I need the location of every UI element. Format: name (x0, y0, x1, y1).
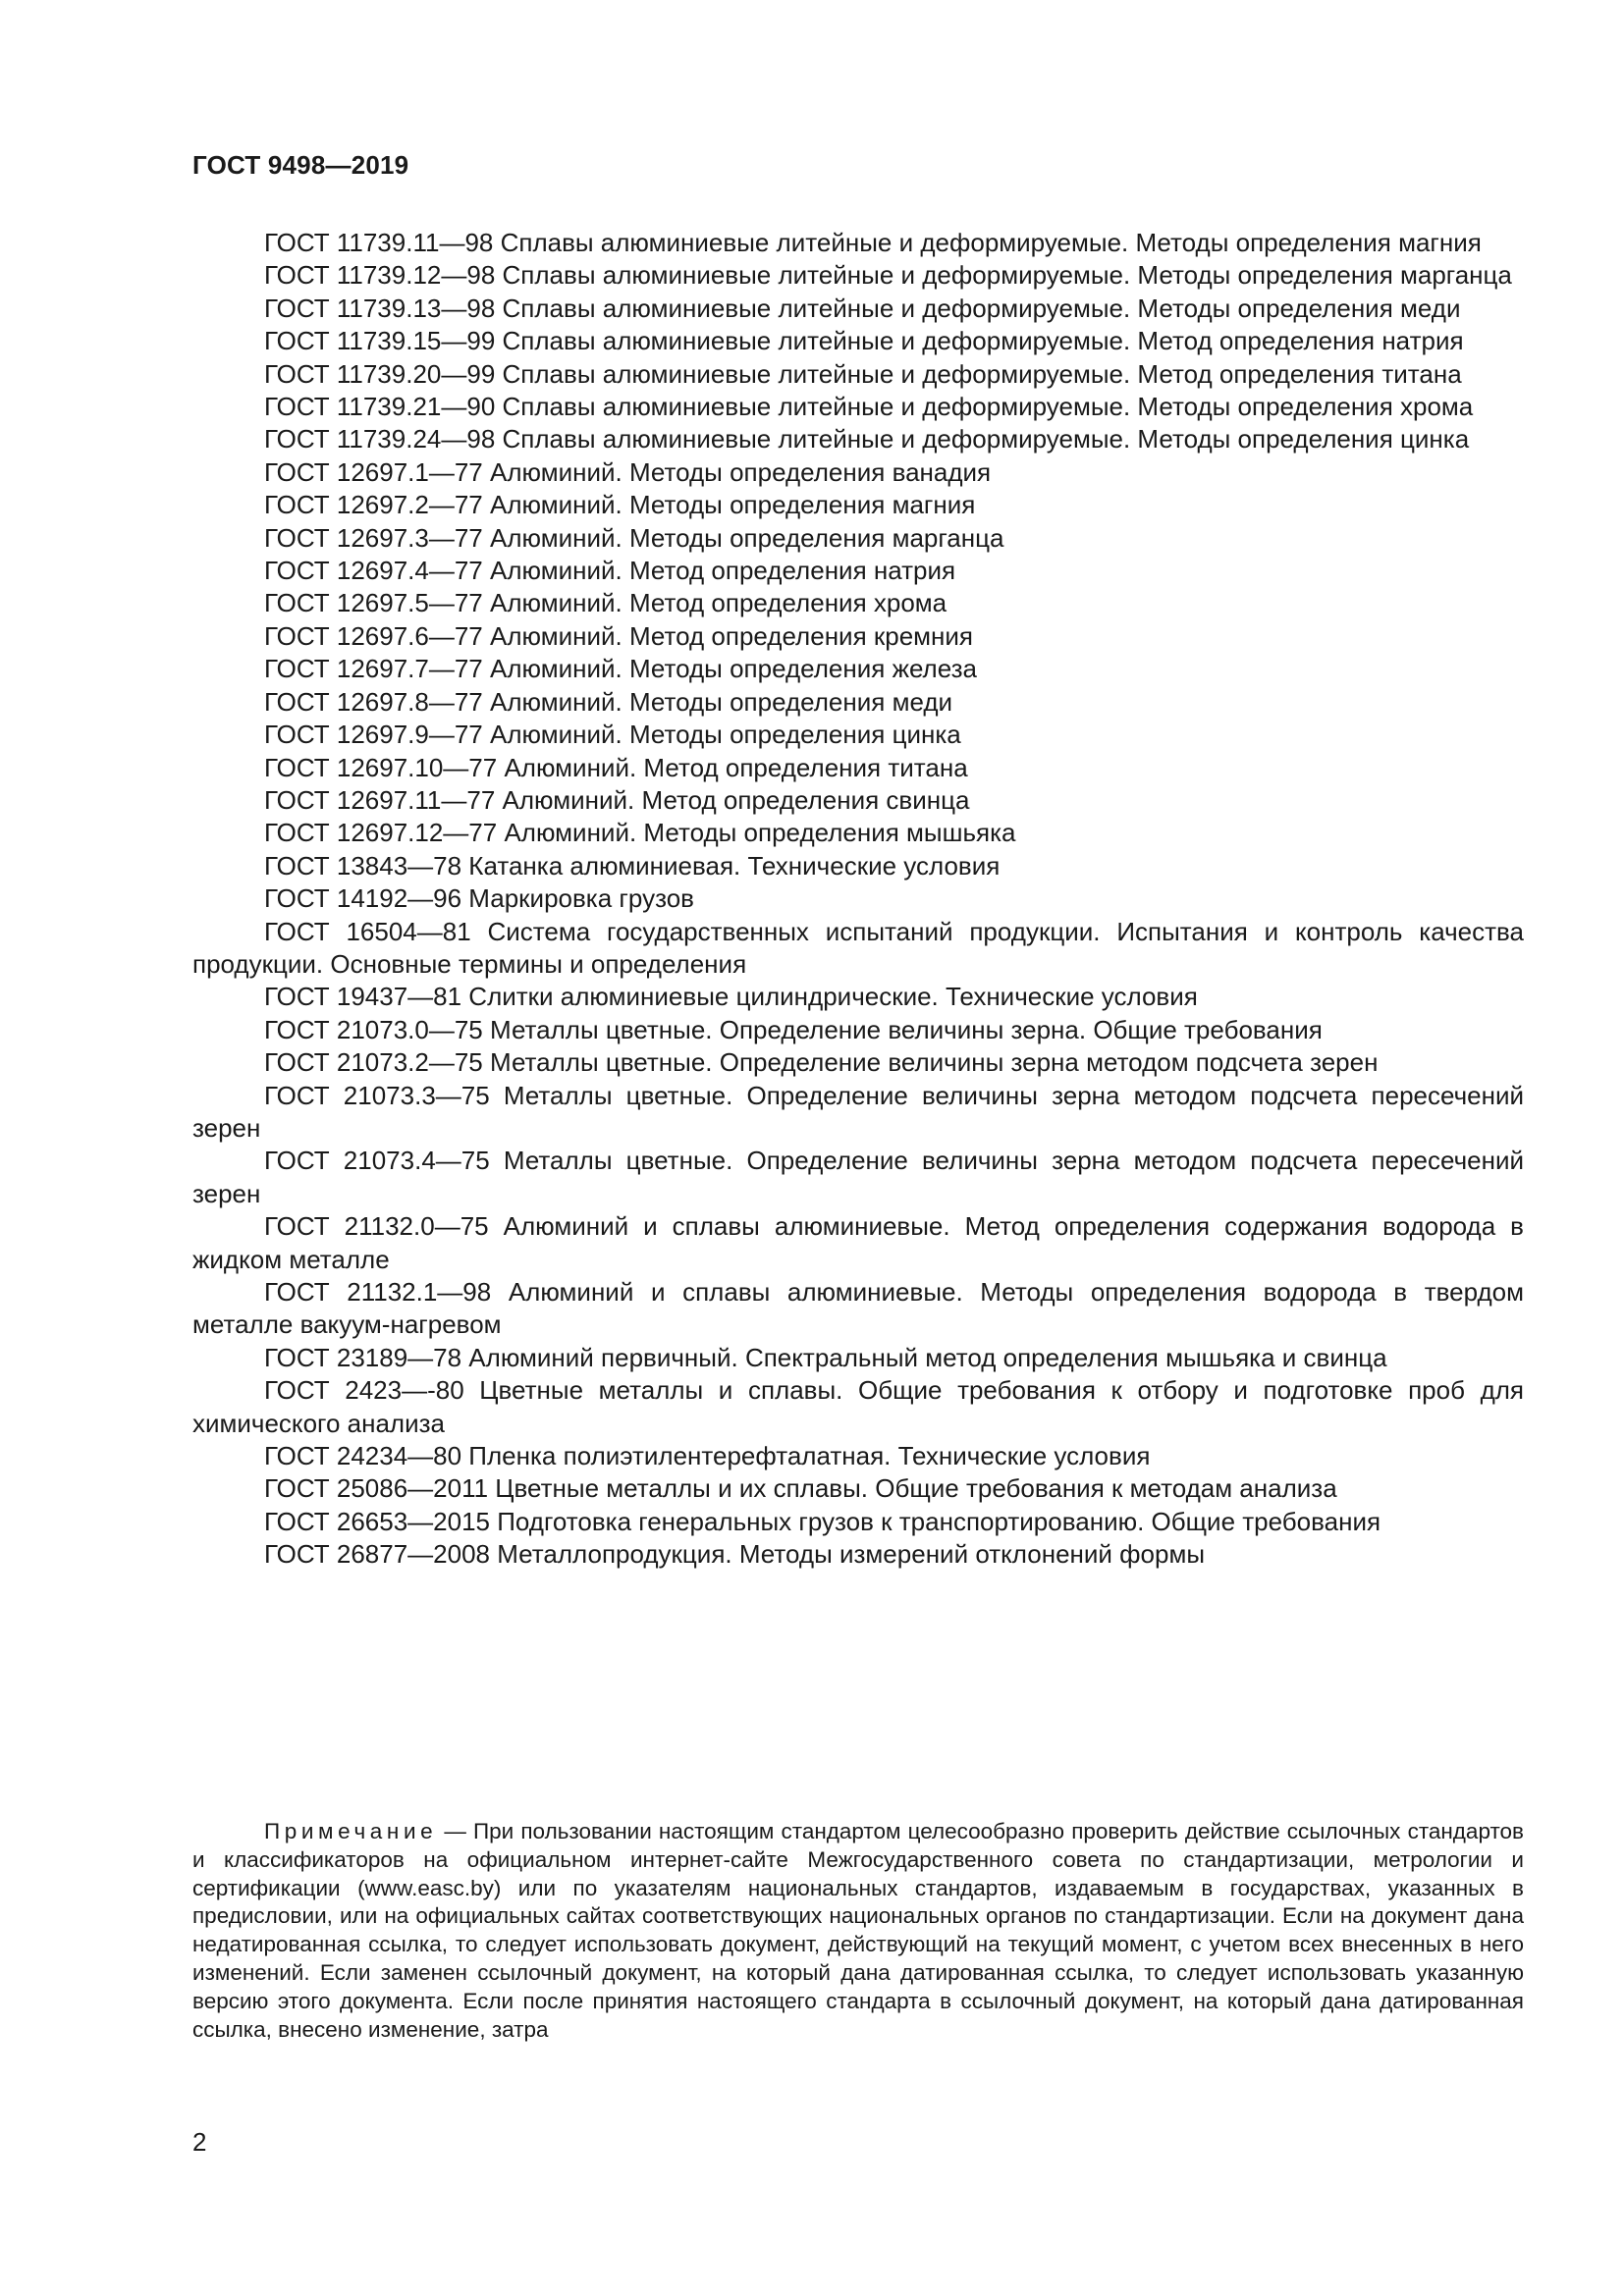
reference-item: ГОСТ 11739.20—99 Сплавы алюминиевые литейные и деформируемые. Метод определения титана (264, 358, 1462, 389)
reference-item: ГОСТ 21073.0—75 Металлы цветные. Определение величины зерна. Общие требования (264, 1014, 1323, 1044)
reference-item: ГОСТ 2423—-80 Цветные металлы и сплавы. Общие требования к отбору и подготовке проб для химического анализа (192, 1375, 1524, 1438)
reference-item: ГОСТ 13843—78 Катанка алюминиевая. Технические условия (264, 850, 1001, 881)
note-paragraph (192, 1818, 1524, 2044)
reference-item: ГОСТ 12697.7—77 Алюминий. Методы определения железа (264, 654, 977, 684)
reference-item: ГОСТ 26877—2008 Металлопродукция. Методы измерений отклонений формы (264, 1539, 1206, 1570)
reference-item: ГОСТ 12697.10—77 Алюминий. Метод определения титана (264, 752, 968, 782)
reference-item: ГОСТ 14192—96 Маркировка грузов (264, 883, 694, 914)
reference-item: ГОСТ 11739.24—98 Сплавы алюминиевые литейные и деформируемые. Методы определения цинка (264, 424, 1470, 454)
reference-item: ГОСТ 12697.5—77 Алюминий. Метод определения хрома (264, 588, 947, 618)
reference-item: ГОСТ 11739.12—98 Сплавы алюминиевые литейные и деформируемые. Методы определения марганца (264, 260, 1512, 291)
normative-references-list (192, 227, 1524, 1572)
reference-item: ГОСТ 25086—2011 Цветные металлы и их сплавы. Общие требования к методам анализа (264, 1473, 1337, 1504)
reference-item: ГОСТ 12697.9—77 Алюминий. Методы определения цинка (264, 720, 961, 750)
reference-item: ГОСТ 12697.8—77 Алюминий. Методы определения меди (264, 686, 953, 717)
reference-item: ГОСТ 21132.0—75 Алюминий и сплавы алюминиевые. Метод определения содержания водорода в жидком металле (192, 1211, 1524, 1274)
reference-item: ГОСТ 24234—80 Пленка полиэтилентерефталатная. Технические условия (264, 1441, 1151, 1471)
reference-item: ГОСТ 23189—78 Алюминий первичный. Спектральный метод определения мышьяка и свинца (264, 1342, 1387, 1372)
reference-item: ГОСТ 11739.21—90 Сплавы алюминиевые литейные и деформируемые. Методы определения хрома (264, 392, 1474, 422)
reference-item: ГОСТ 11739.13—98 Сплавы алюминиевые литейные и деформируемые. Методы определения меди (264, 293, 1461, 323)
reference-item: ГОСТ 21073.4—75 Металлы цветные. Определение величины зерна методом подсчета пересечений зерен (192, 1146, 1524, 1208)
reference-item: ГОСТ 26653—2015 Подготовка генеральных грузов к транспортированию. Общие требования (264, 1506, 1381, 1536)
reference-item: ГОСТ 16504—81 Система государственных испытаний продукции. Испытания и контроль качества продукции. Основные термины и определения (192, 916, 1524, 979)
note-text: — При пользовании настоящим стандартом целесообразно проверить действие ссылочных стандартов и классификаторов на официальном интернет-сайте Межгосударственного совета по стандартизации, метрологии и сертификации (www.easc.by) или по указателям национальных стандартов, издаваемым в государствах, указанных в предисловии, или на официальных сайтах соответствующих национальных органов по стандартизации. Если на документ дана недатированная ссылка, то следует использовать документ, действующий на текущий момент, с учетом всех внесенных в него изменений. Если заменен ссылочный документ, на который дана датированная ссылка, то следует использовать указанную версию этого документа. Если после принятия настоящего стандарта в ссылочный документ, на который дана датированная ссылка, внесено изменение, затра (192, 1819, 1524, 2042)
reference-item: ГОСТ 11739.15—99 Сплавы алюминиевые литейные и деформируемые. Метод определения натрия (264, 326, 1464, 356)
reference-item: ГОСТ 12697.12—77 Алюминий. Методы определения мышьяка (264, 818, 1016, 848)
reference-item: ГОСТ 12697.2—77 Алюминий. Методы определения магния (264, 490, 976, 520)
reference-item: ГОСТ 12697.6—77 Алюминий. Метод определения кремния (264, 620, 974, 651)
reference-item: ГОСТ 12697.1—77 Алюминий. Методы определения ванадия (264, 456, 992, 487)
reference-item: ГОСТ 12697.4—77 Алюминий. Метод определения натрия (264, 556, 956, 586)
reference-item: ГОСТ 19437—81 Слитки алюминиевые цилиндрические. Технические условия (264, 982, 1198, 1012)
reference-item: ГОСТ 21073.2—75 Металлы цветные. Определение величины зерна методом подсчета зерен (264, 1047, 1379, 1078)
reference-item: ГОСТ 11739.11—98 Сплавы алюминиевые литейные и деформируемые. Методы определения магния (264, 228, 1482, 257)
page-number: 2 (192, 2127, 207, 2157)
reference-item: ГОСТ 21073.3—75 Металлы цветные. Определение величины зерна методом подсчета пересечений зерен (192, 1080, 1524, 1143)
reference-item: ГОСТ 21132.1—98 Алюминий и сплавы алюминиевые. Методы определения водорода в твердом металле вакуум-нагревом (192, 1277, 1524, 1340)
note-label: Примечание (264, 1819, 438, 1843)
document-header: ГОСТ 9498—2019 (192, 150, 409, 180)
reference-item: ГОСТ 12697.3—77 Алюминий. Методы определения марганца (264, 522, 1004, 553)
reference-item: ГОСТ 12697.11—77 Алюминий. Метод определения свинца (264, 784, 970, 815)
